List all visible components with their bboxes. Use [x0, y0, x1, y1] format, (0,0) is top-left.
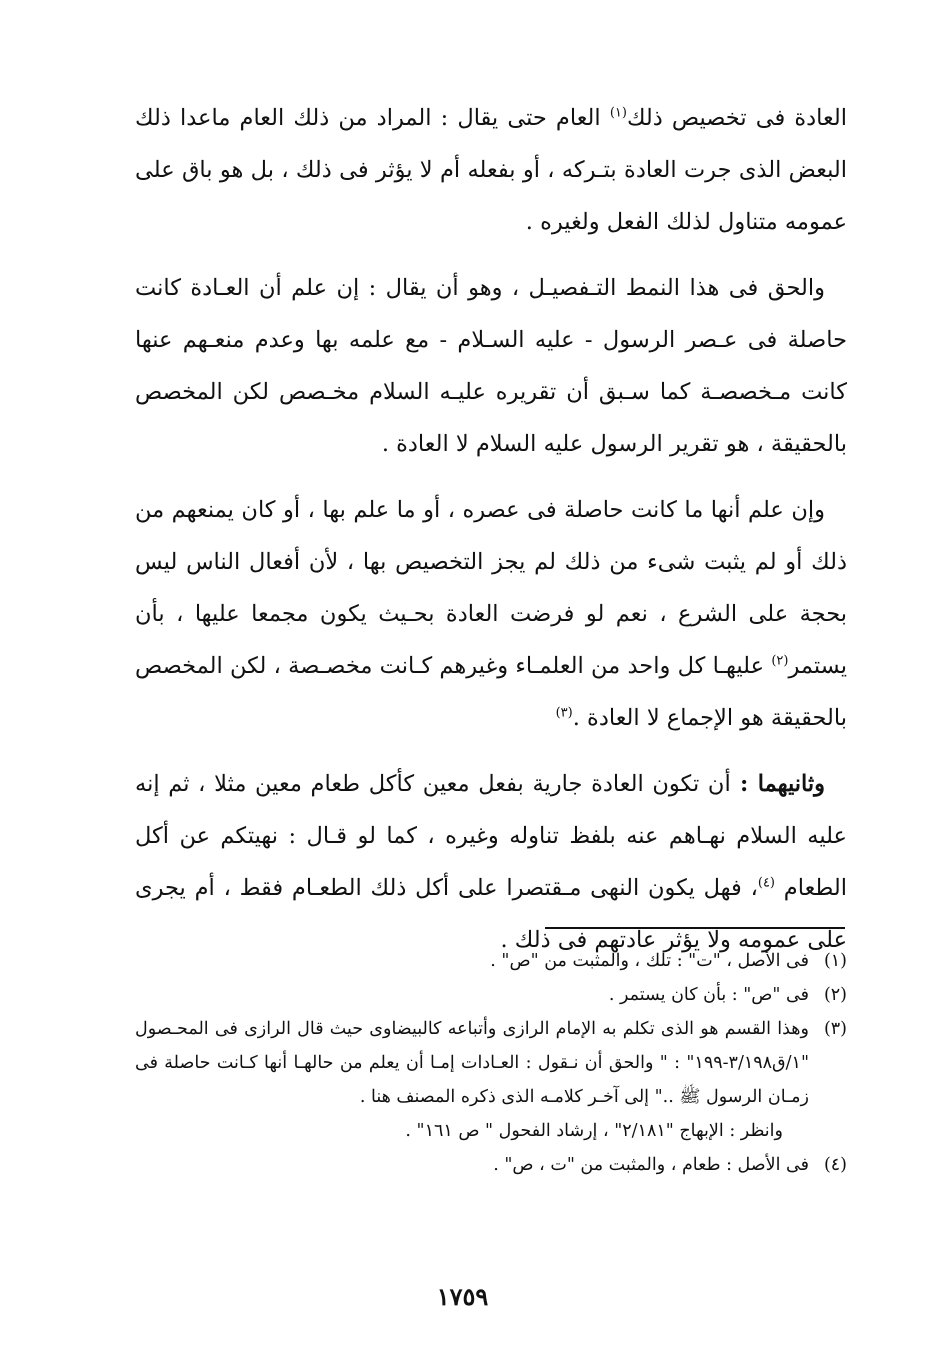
footnote-separator: [545, 927, 845, 929]
footnote-text: وانظر : الإبهاج "٢/١٨١" ، إرشاد الفحول " ص ١٦١" .: [405, 1121, 783, 1141]
footnote-2: [135, 978, 847, 1012]
section-lead: وثانيهما :: [730, 771, 825, 797]
text-span: العام حتى يقال : المراد من ذلك العام ماعدا ذلك البعض الذى جرت العادة بتـركه ، أو بفعله أم لا يؤثر فى ذلك ، بل هو باق على عمومه متناول لذلك الفعل ولغيره .: [135, 105, 847, 235]
paragraph-3: [135, 484, 847, 744]
main-text: [135, 92, 847, 980]
footnote-number: (١): [823, 951, 847, 971]
footnote-3-continuation: [135, 1114, 847, 1148]
text-span: عليهـا كل واحد من العلمـاء وغيرهم كـانت مخصـصة ، لكن المخصص بالحقيقة هو الإجماع لا العادة .: [135, 653, 847, 731]
text-span: وإن علم أنها ما كانت حاصلة فى عصره ، أو ما علم بها ، أو كان يمنعهم من ذلك أو لم يثبت شىء من ذلك لم يجز التخصيص بها ، لأن أفعال الناس ليس بحجة على الشرع ، نعم لو فرضت العادة بحـيث يكون مجمعا عليها ، بأن يستمر: [135, 497, 847, 679]
footnote-text: فى الأصل ، "ت" : تلك ، والمثبت من "ص" .: [490, 951, 809, 971]
footnote-text: وهذا القسم هو الذى تكلم به الإمام الرازى وأتباعه كالبيضاوى حيث قال الرازى فى المحـصول "١/ق٣/١٩٨-١٩٩" : " والحق أن نـقول : العـادات إمـا أن يعلم من حالهـا أنها كـانت حاصلة فى زمـان الرسول ﷺ .." إلى آخـر كلامـه الذى ذكره المصنف هنا .: [135, 1019, 809, 1107]
footnote-3: [135, 1012, 847, 1114]
footnote-number: (٤): [823, 1155, 847, 1175]
footnote-ref-2: (٢): [771, 653, 789, 669]
text-span: العادة فى تخصيص ذلك: [626, 105, 847, 131]
paragraph-2: [135, 262, 847, 470]
footnotes: [135, 944, 847, 1182]
text-span: والحق فى هذا النمط التـفصيـل ، وهو أن يقال : إن علم أن العـادة كانت حاصلة فى عـصر الرسول - عليه السـلام - مع علمه بها وعدم منعـهم عنها كانت مـخصصـة كما سـبق أن تقريره عليـه السلام مخـصص لكن المخصص بالحقيقة ، هو تقرير الرسول عليه السلام لا العادة .: [135, 275, 847, 457]
footnote-text: فى الأصل : طعام ، والمثبت من "ت ، ص" .: [493, 1155, 809, 1175]
page-number: ١٧٥٩: [436, 1282, 489, 1311]
text-span: أن تكون العادة جارية بفعل معين كأكل طعام معين مثلا ، ثم إنه عليه السلام نهـاهم عنه بلفظ تناوله وغيره ، كما لو قـال : نهيتكم عن أكل الطعام: [135, 771, 848, 901]
text-span: ، فهل يكون النهى مـقتصرا على أكل ذلك الطعـام فقط ، أم يجرى على عمومه ولا يؤثر عادتهم فى ذلك .: [135, 875, 847, 953]
footnote-4: [135, 1148, 847, 1182]
paragraph-1: [135, 92, 847, 248]
footnote-number: (٣): [823, 1019, 847, 1039]
footnote-ref-3: (٣): [555, 705, 573, 721]
footnote-1: [135, 944, 847, 978]
footnote-ref-4: (٤): [757, 875, 775, 891]
footnote-text: فى "ص" : بأن كان يستمر .: [608, 985, 809, 1005]
footnote-number: (٢): [823, 985, 847, 1005]
paragraph-4: [135, 758, 847, 966]
footnote-ref-1: (١): [609, 105, 627, 121]
